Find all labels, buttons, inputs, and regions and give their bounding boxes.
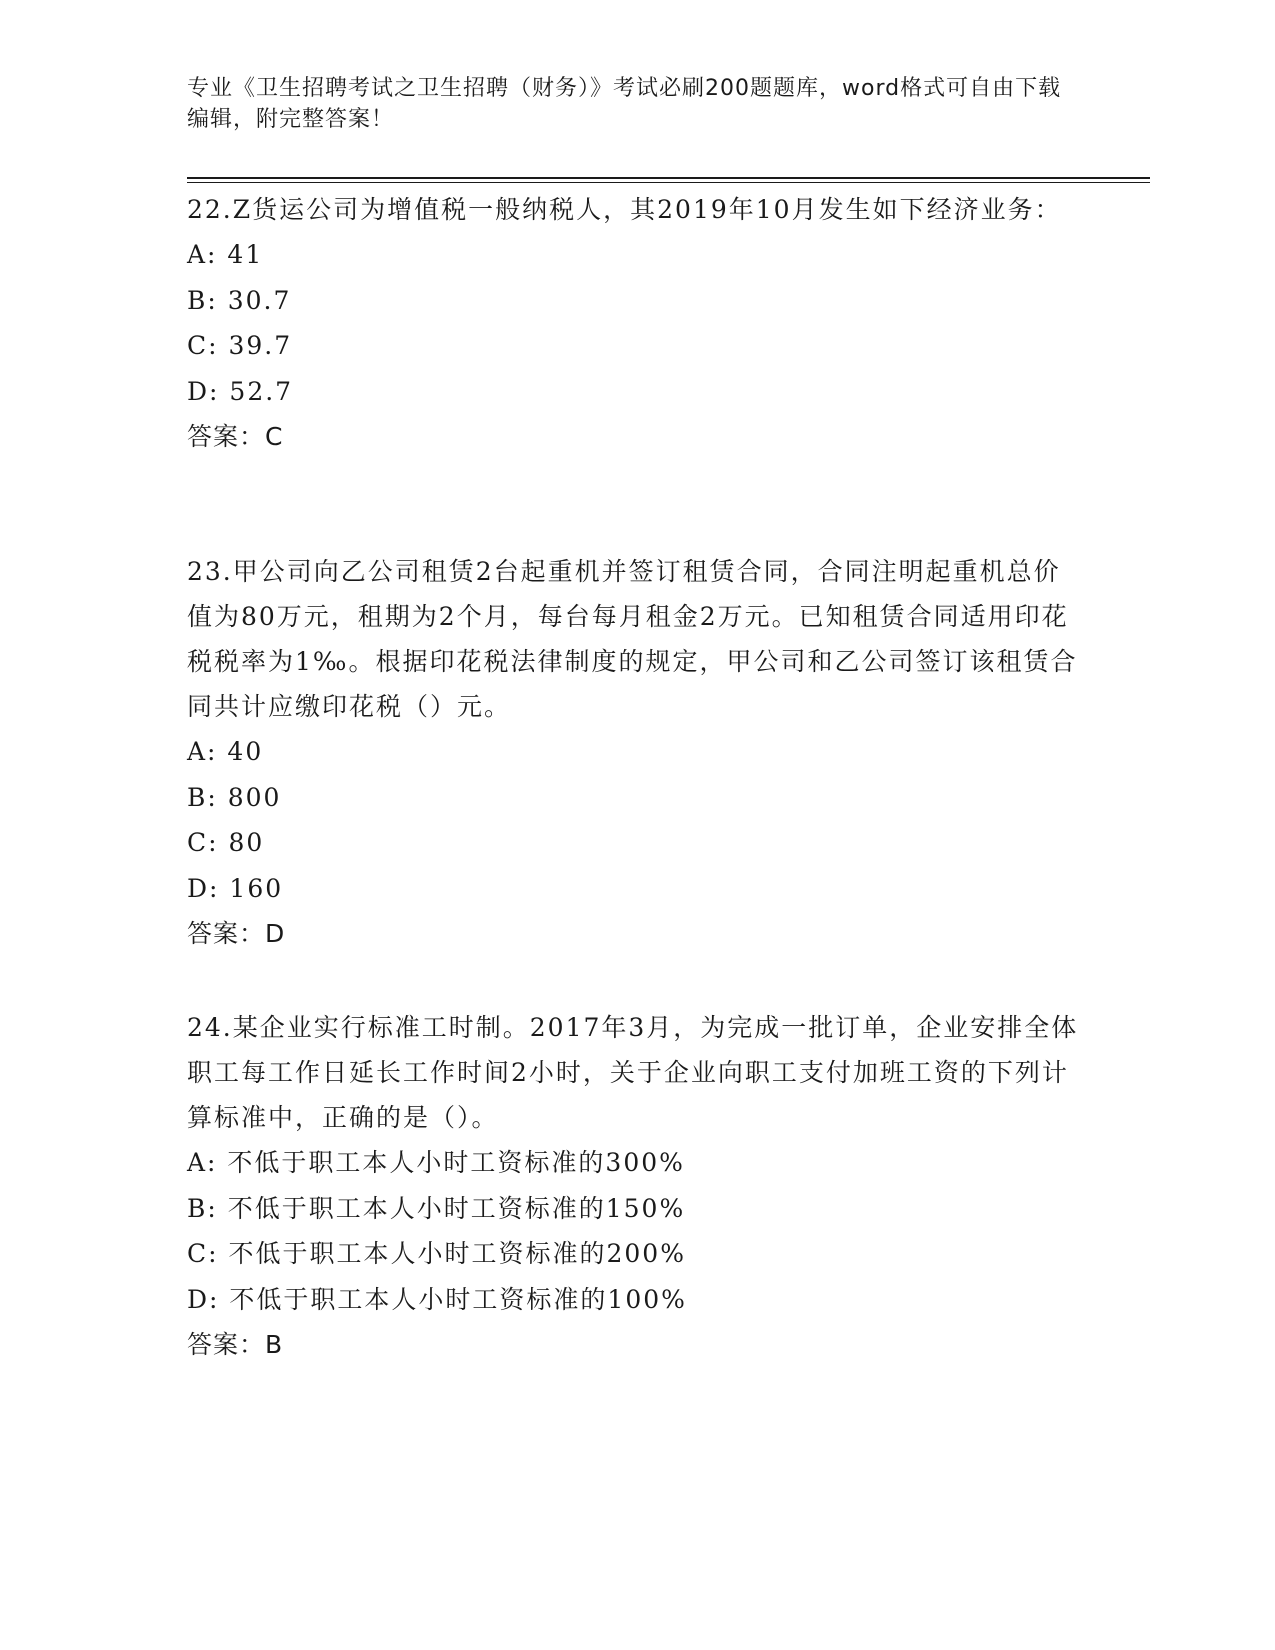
question-stem: 24.某企业实行标准工时制。2017年3月，为完成一批订单，企业安排全体职工每工作日延长工作时间2小时，关于企业向职工支付加班工资的下列计算标准中，正确的是（）。 [187, 1013, 1079, 1132]
option-a: A: 41 [187, 240, 264, 269]
document-header: 专业《卫生招聘考试之卫生招聘（财务）》考试必刷200题题库，word格式可自由下载编辑，附完整答案！ [187, 76, 1062, 132]
option-d: D: 不低于职工本人小时工资标准的100% [187, 1284, 687, 1314]
question-23 [187, 549, 1087, 956]
option-d: D: 52.7 [187, 376, 294, 406]
option-c: C: 39.7 [187, 331, 293, 360]
option-a: A: 40 [187, 737, 264, 766]
question-22 [187, 187, 1087, 459]
option-b: B: 不低于职工本人小时工资标准的150% [187, 1193, 686, 1223]
question-24 [187, 1005, 1087, 1367]
header-divider-thin [187, 182, 1150, 183]
option-d: D: 160 [187, 873, 284, 903]
question-stem: 22.Z货运公司为增值税一般纳税人，其2019年10月发生如下经济业务： [187, 195, 1062, 224]
answer: 答案：B [187, 1330, 284, 1359]
option-b: B: 30.7 [187, 285, 292, 315]
option-b: B: 800 [187, 782, 282, 812]
option-a: A: 不低于职工本人小时工资标准的300% [187, 1148, 685, 1177]
header-divider [187, 177, 1150, 179]
option-c: C: 80 [187, 828, 265, 857]
question-stem: 23.甲公司向乙公司租赁2台起重机并签订租赁合同，合同注明起重机总价值为80万元，租期为2个月，每台每月租金2万元。已知租赁合同适用印花税税率为1‰。根据印花税法律制度的规定，甲公司和乙公司签订该租赁合同共计应缴印花税（）元。 [187, 557, 1078, 721]
option-c: C: 不低于职工本人小时工资标准的200% [187, 1239, 686, 1268]
answer: 答案：D [187, 919, 286, 948]
answer: 答案：C [187, 422, 284, 451]
